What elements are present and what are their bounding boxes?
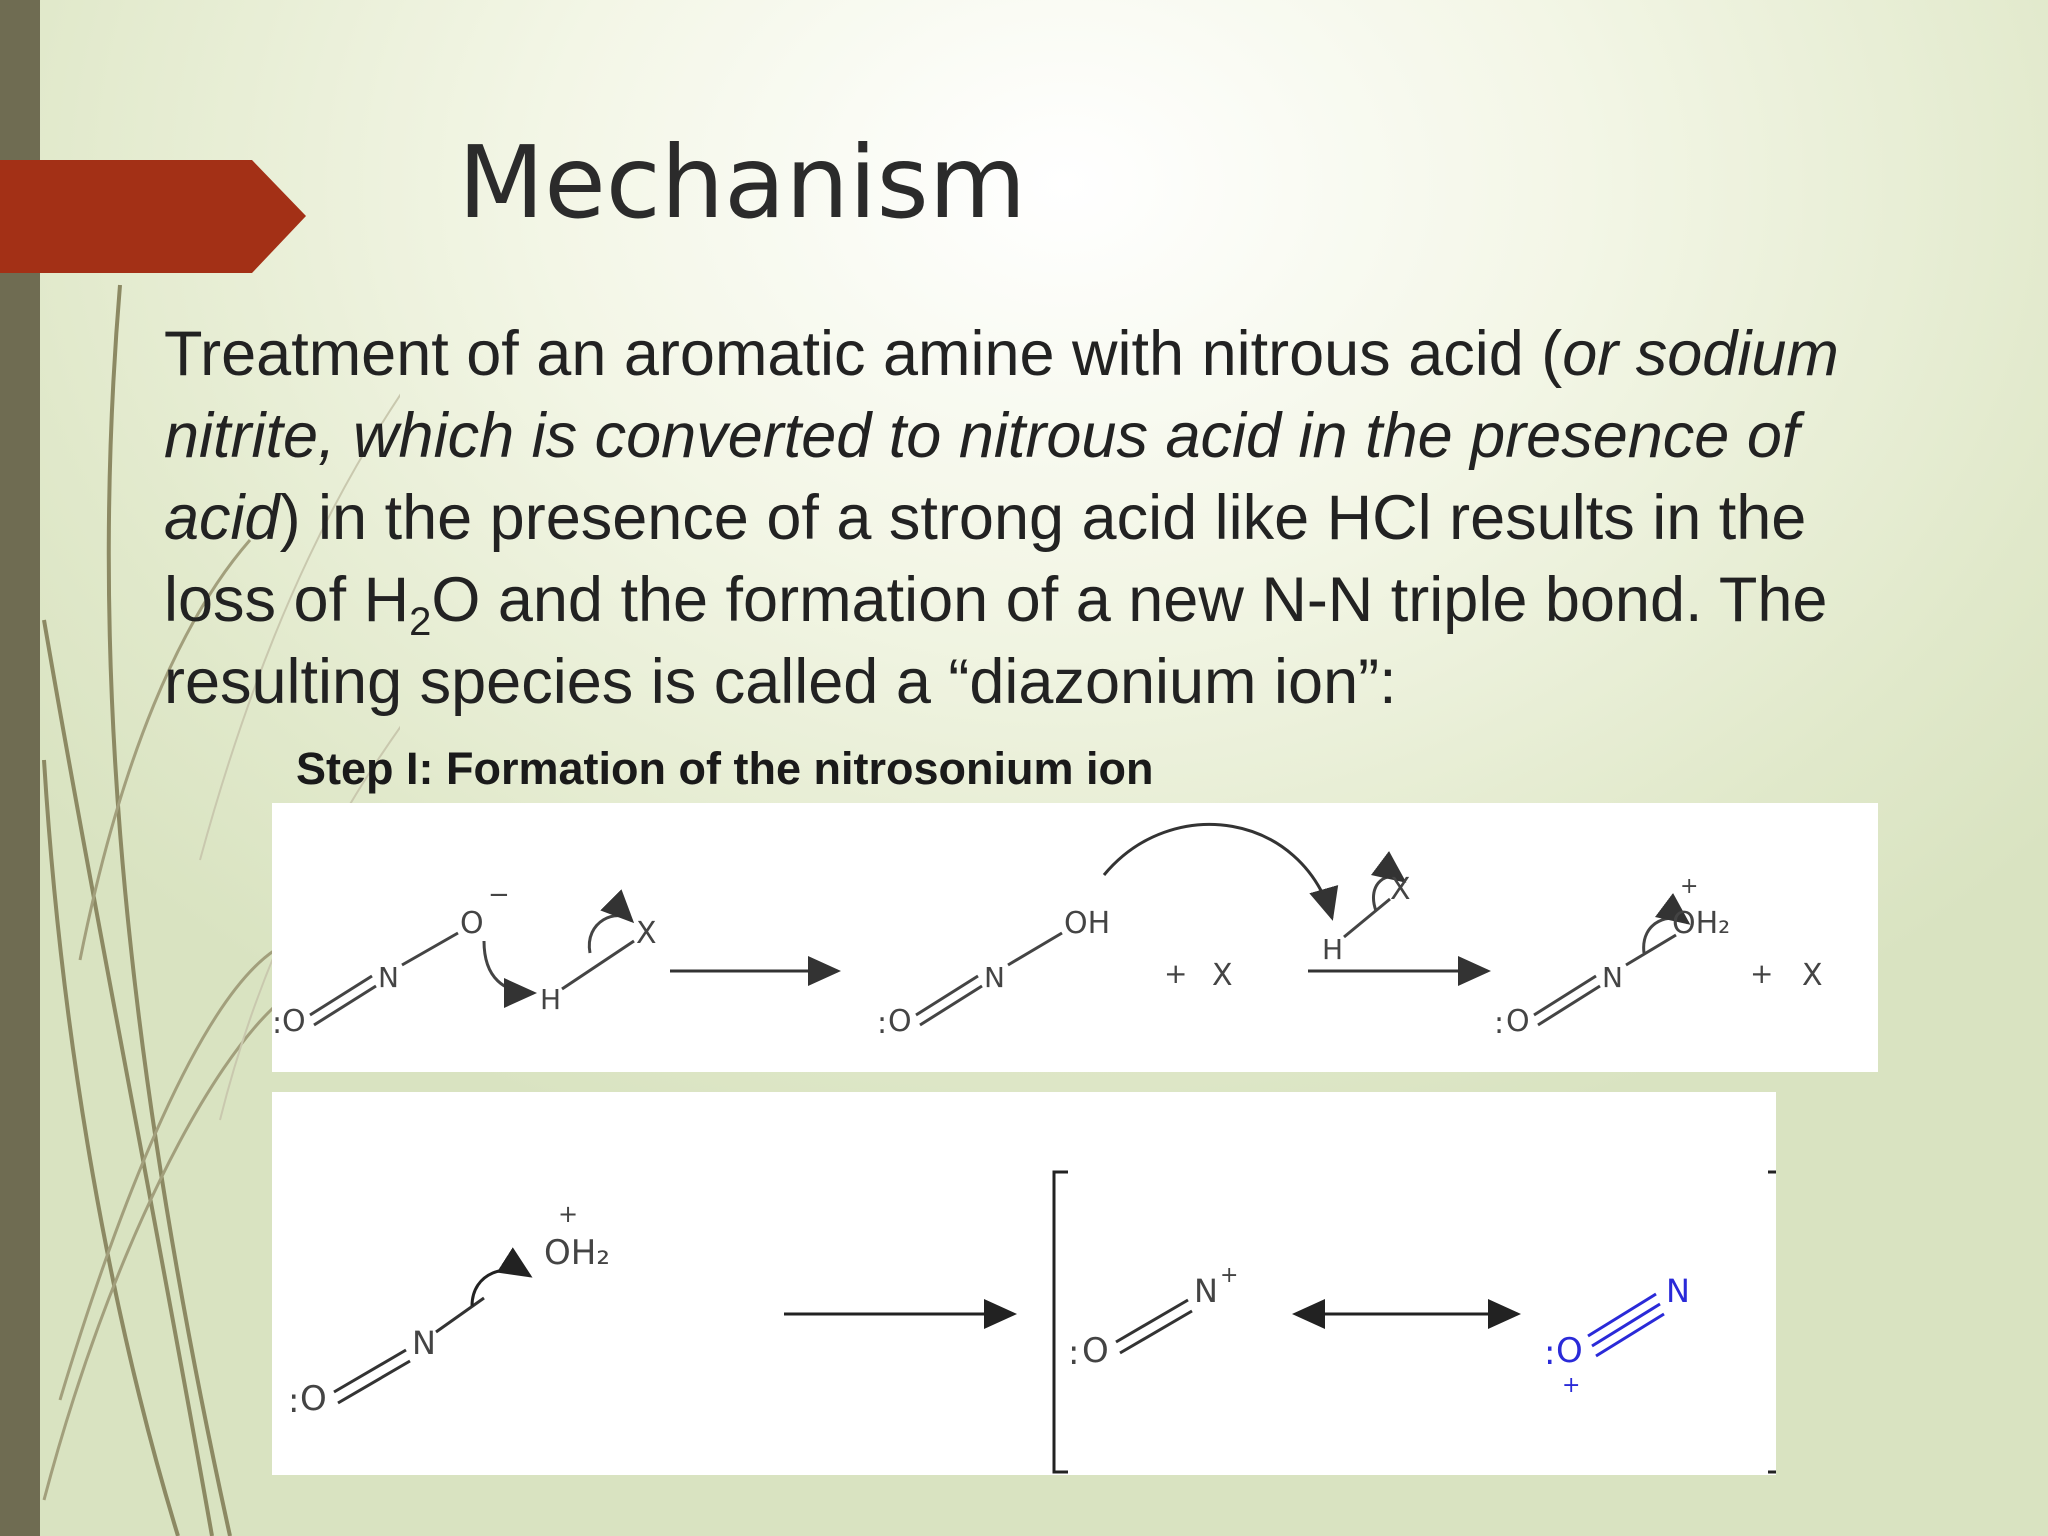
- single-bond-line: [562, 941, 634, 989]
- atom-n: N: [378, 961, 399, 994]
- nitrite-molecule: [272, 880, 657, 1041]
- body-text-3: O and the formation of a new N-N triple bond. The resulting species is called a “diazonium ion”:: [164, 565, 1828, 717]
- subscript-2: 2: [409, 600, 432, 644]
- plus-sign: +: [1164, 957, 1188, 990]
- atom-oh2: OH₂: [544, 1233, 610, 1273]
- charge-plus: +: [1220, 1263, 1239, 1288]
- slide-title: Mechanism: [458, 124, 1027, 241]
- mechanism-diagram-1: [272, 803, 1878, 1072]
- right-bracket: [1768, 1172, 1776, 1472]
- atom-x: X: [636, 916, 657, 951]
- mechanism-diagram-2: [272, 1092, 1776, 1475]
- atom-o: O: [300, 1379, 327, 1419]
- lone-pair-dots: :: [1544, 1333, 1556, 1373]
- atom-n: N: [984, 961, 1005, 994]
- lone-pair-dots: :: [1068, 1333, 1080, 1373]
- triple-bond-line: [1592, 1304, 1660, 1346]
- atom-n-plus: N: [1194, 1272, 1218, 1310]
- atom-x-minus: X: [1802, 958, 1823, 993]
- nitrous-acid-molecule: [877, 824, 1332, 1041]
- body-text-1: Treatment of an aromatic amine with nitrous acid (: [164, 319, 1563, 389]
- atom-h-on-arrow: H: [1322, 933, 1344, 966]
- lone-pair-dots: :: [288, 1381, 300, 1421]
- atom-o-minus: O: [460, 906, 484, 941]
- body-text-italic: or sodium nitrite, which is converted to nitrous acid in the presence of acid: [164, 319, 1839, 553]
- protonated-nitrous-acid: [1494, 874, 1823, 1041]
- curved-electron-arrow: [484, 941, 534, 993]
- title-arrow-shape: [0, 160, 306, 273]
- charge-plus: +: [558, 1200, 579, 1228]
- atom-o-left: O: [1506, 1004, 1530, 1039]
- atom-n: N: [412, 1324, 436, 1362]
- atom-o-blue: O: [1556, 1331, 1583, 1371]
- mechanism-panel-1: [272, 803, 1878, 1072]
- single-bond-line: [436, 1298, 484, 1332]
- step-label: Step I: Formation of the nitrosonium ion: [296, 743, 1154, 794]
- lone-pair-dots: :: [877, 1006, 888, 1041]
- body-paragraph: [164, 313, 1924, 723]
- charge-minus: −: [488, 880, 510, 910]
- charge-plus: +: [1562, 1373, 1581, 1398]
- atom-n: N: [1602, 961, 1623, 994]
- curved-electron-arrow: [1104, 824, 1332, 918]
- atom-o-left: O: [282, 1004, 306, 1039]
- nitrosonium-resonance-2: [1544, 1272, 1690, 1398]
- atom-o-left: O: [888, 1004, 912, 1039]
- left-bracket: [1054, 1172, 1068, 1472]
- atom-oh2: OH₂: [1672, 906, 1731, 941]
- plus-sign: +: [1750, 957, 1774, 990]
- charge-plus: +: [1680, 874, 1699, 899]
- nitrosonium-resonance-1: [1068, 1263, 1238, 1373]
- atom-x-minus: X: [1212, 958, 1233, 993]
- single-bond-line: [402, 933, 458, 965]
- body-text-2: ) in the presence of a strong acid like HCl results in the loss of H: [164, 483, 1807, 635]
- lone-pair-dots: :: [1494, 1006, 1505, 1041]
- atom-h: H: [540, 983, 562, 1016]
- protonated-nitrous-acid: [288, 1200, 610, 1421]
- atom-o: O: [1082, 1331, 1109, 1371]
- atom-x-on-arrow: X: [1390, 872, 1411, 907]
- lone-pair-dots: :: [272, 1006, 283, 1041]
- atom-n-blue: N: [1666, 1272, 1690, 1310]
- single-bond-line: [1626, 935, 1676, 965]
- single-bond-line: [1008, 933, 1062, 965]
- mechanism-panel-2: [272, 1092, 1776, 1475]
- triple-bond-line: [1588, 1294, 1656, 1336]
- triple-bond-line: [1596, 1314, 1664, 1356]
- single-bond-line: [1344, 899, 1390, 937]
- atom-oh: OH: [1064, 906, 1111, 941]
